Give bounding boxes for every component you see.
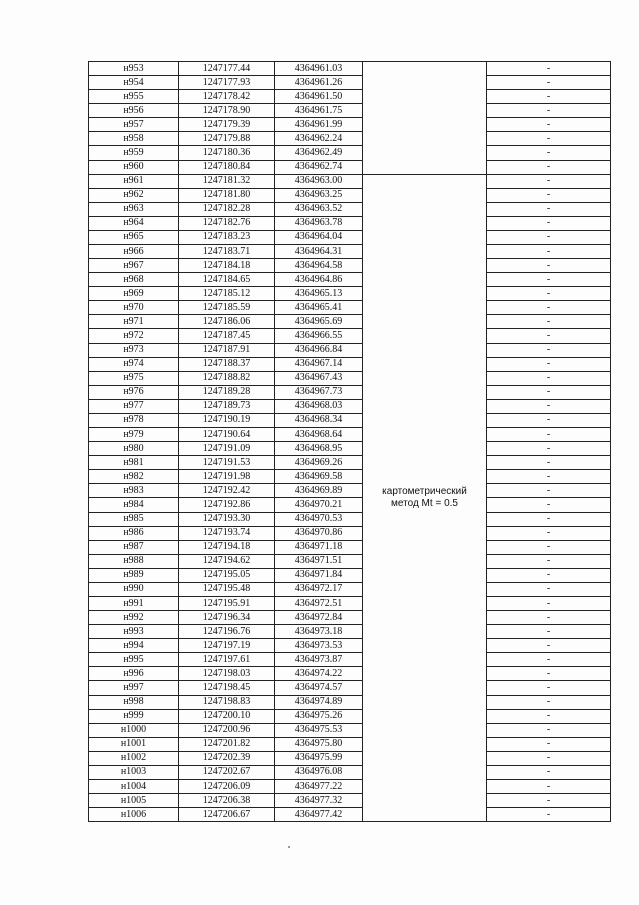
dash-cell: - xyxy=(487,315,611,329)
y-coordinate-cell: 4364973.53 xyxy=(275,639,363,653)
point-cell: н966 xyxy=(89,245,179,259)
table-row xyxy=(89,568,611,582)
table-row xyxy=(89,695,611,709)
x-coordinate-cell: 1247194.18 xyxy=(179,540,275,554)
y-coordinate-cell: 4364968.03 xyxy=(275,399,363,413)
x-coordinate-cell: 1247177.93 xyxy=(179,76,275,90)
dash-cell: - xyxy=(487,470,611,484)
table-row xyxy=(89,737,611,751)
y-coordinate-cell: 4364966.55 xyxy=(275,329,363,343)
y-coordinate-cell: 4364963.52 xyxy=(275,202,363,216)
x-coordinate-cell: 1247196.76 xyxy=(179,625,275,639)
point-cell: н972 xyxy=(89,329,179,343)
dash-cell: - xyxy=(487,596,611,610)
dash-cell: - xyxy=(487,512,611,526)
y-coordinate-cell: 4364972.51 xyxy=(275,596,363,610)
point-cell: н959 xyxy=(89,146,179,160)
x-coordinate-cell: 1247206.09 xyxy=(179,779,275,793)
y-coordinate-cell: 4364974.22 xyxy=(275,667,363,681)
y-coordinate-cell: 4364962.49 xyxy=(275,146,363,160)
y-coordinate-cell: 4364968.34 xyxy=(275,413,363,427)
table-row xyxy=(89,540,611,554)
y-coordinate-cell: 4364967.43 xyxy=(275,371,363,385)
table-row xyxy=(89,442,611,456)
x-coordinate-cell: 1247179.39 xyxy=(179,118,275,132)
dash-cell: - xyxy=(487,695,611,709)
x-coordinate-cell: 1247197.19 xyxy=(179,639,275,653)
x-coordinate-cell: 1247192.86 xyxy=(179,498,275,512)
x-coordinate-cell: 1247206.67 xyxy=(179,808,275,822)
y-coordinate-cell: 4364965.13 xyxy=(275,287,363,301)
y-coordinate-cell: 4364966.84 xyxy=(275,343,363,357)
x-coordinate-cell: 1247195.91 xyxy=(179,596,275,610)
point-cell: н998 xyxy=(89,695,179,709)
dash-cell: - xyxy=(487,554,611,568)
table-row xyxy=(89,287,611,301)
dash-cell: - xyxy=(487,413,611,427)
point-cell: н992 xyxy=(89,611,179,625)
table-row xyxy=(89,765,611,779)
dash-cell: - xyxy=(487,259,611,273)
y-coordinate-cell: 4364968.95 xyxy=(275,442,363,456)
x-coordinate-cell: 1247197.61 xyxy=(179,653,275,667)
point-cell: н1005 xyxy=(89,794,179,808)
point-cell: н973 xyxy=(89,343,179,357)
table-row xyxy=(89,794,611,808)
dash-cell: - xyxy=(487,808,611,822)
dash-cell: - xyxy=(487,385,611,399)
point-cell: н986 xyxy=(89,526,179,540)
point-cell: н955 xyxy=(89,90,179,104)
table-row xyxy=(89,808,611,822)
x-coordinate-cell: 1247178.42 xyxy=(179,90,275,104)
y-coordinate-cell: 4364961.99 xyxy=(275,118,363,132)
table-row xyxy=(89,62,611,76)
point-cell: н970 xyxy=(89,301,179,315)
point-cell: н984 xyxy=(89,498,179,512)
x-coordinate-cell: 1247193.74 xyxy=(179,526,275,540)
x-coordinate-cell: 1247192.42 xyxy=(179,484,275,498)
y-coordinate-cell: 4364963.00 xyxy=(275,174,363,188)
dash-cell: - xyxy=(487,653,611,667)
table-row xyxy=(89,329,611,343)
point-cell: н978 xyxy=(89,413,179,427)
dash-cell: - xyxy=(487,709,611,723)
table-row xyxy=(89,273,611,287)
dash-cell: - xyxy=(487,639,611,653)
table-row xyxy=(89,428,611,442)
y-coordinate-cell: 4364967.14 xyxy=(275,357,363,371)
table-row xyxy=(89,681,611,695)
x-coordinate-cell: 1247193.30 xyxy=(179,512,275,526)
point-cell: н997 xyxy=(89,681,179,695)
dash-cell: - xyxy=(487,216,611,230)
x-coordinate-cell: 1247202.67 xyxy=(179,765,275,779)
point-cell: н1003 xyxy=(89,765,179,779)
table-row xyxy=(89,484,611,498)
dash-cell: - xyxy=(487,104,611,118)
point-cell: н962 xyxy=(89,188,179,202)
table-row xyxy=(89,667,611,681)
x-coordinate-cell: 1247189.73 xyxy=(179,399,275,413)
x-coordinate-cell: 1247201.82 xyxy=(179,737,275,751)
y-coordinate-cell: 4364961.50 xyxy=(275,90,363,104)
y-coordinate-cell: 4364974.57 xyxy=(275,681,363,695)
point-cell: н971 xyxy=(89,315,179,329)
x-coordinate-cell: 1247180.84 xyxy=(179,160,275,174)
x-coordinate-cell: 1247185.12 xyxy=(179,287,275,301)
point-cell: н993 xyxy=(89,625,179,639)
y-coordinate-cell: 4364972.84 xyxy=(275,611,363,625)
scan-speck xyxy=(288,846,290,848)
x-coordinate-cell: 1247181.32 xyxy=(179,174,275,188)
y-coordinate-cell: 4364965.41 xyxy=(275,301,363,315)
table-row xyxy=(89,498,611,512)
x-coordinate-cell: 1247181.80 xyxy=(179,188,275,202)
dash-cell: - xyxy=(487,343,611,357)
y-coordinate-cell: 4364964.58 xyxy=(275,259,363,273)
table-row xyxy=(89,160,611,174)
y-coordinate-cell: 4364971.51 xyxy=(275,554,363,568)
y-coordinate-cell: 4364970.86 xyxy=(275,526,363,540)
x-coordinate-cell: 1247179.88 xyxy=(179,132,275,146)
x-coordinate-cell: 1247202.39 xyxy=(179,751,275,765)
dash-cell: - xyxy=(487,751,611,765)
dash-cell: - xyxy=(487,456,611,470)
dash-cell: - xyxy=(487,329,611,343)
dash-cell: - xyxy=(487,160,611,174)
x-coordinate-cell: 1247188.37 xyxy=(179,357,275,371)
point-cell: н977 xyxy=(89,399,179,413)
point-cell: н969 xyxy=(89,287,179,301)
point-cell: н996 xyxy=(89,667,179,681)
table-row xyxy=(89,596,611,610)
table-row xyxy=(89,343,611,357)
table-row xyxy=(89,118,611,132)
x-coordinate-cell: 1247189.28 xyxy=(179,385,275,399)
x-coordinate-cell: 1247191.53 xyxy=(179,456,275,470)
dash-cell: - xyxy=(487,62,611,76)
point-cell: н999 xyxy=(89,709,179,723)
point-cell: н976 xyxy=(89,385,179,399)
dash-cell: - xyxy=(487,273,611,287)
x-coordinate-cell: 1247200.96 xyxy=(179,723,275,737)
y-coordinate-cell: 4364962.24 xyxy=(275,132,363,146)
table-row xyxy=(89,202,611,216)
point-cell: н987 xyxy=(89,540,179,554)
point-cell: н965 xyxy=(89,230,179,244)
point-cell: н983 xyxy=(89,484,179,498)
dash-cell: - xyxy=(487,498,611,512)
table-row xyxy=(89,582,611,596)
x-coordinate-cell: 1247195.48 xyxy=(179,582,275,596)
coordinates-table xyxy=(88,61,611,822)
x-coordinate-cell: 1247184.65 xyxy=(179,273,275,287)
table-row xyxy=(89,259,611,273)
table-row xyxy=(89,315,611,329)
table-row xyxy=(89,639,611,653)
table-row xyxy=(89,76,611,90)
method-name: картометрический xyxy=(382,485,467,497)
dash-cell: - xyxy=(487,357,611,371)
x-coordinate-cell: 1247183.23 xyxy=(179,230,275,244)
table-row xyxy=(89,90,611,104)
x-coordinate-cell: 1247187.91 xyxy=(179,343,275,357)
y-coordinate-cell: 4364969.58 xyxy=(275,470,363,484)
dash-cell: - xyxy=(487,132,611,146)
point-cell: н988 xyxy=(89,554,179,568)
point-cell: н963 xyxy=(89,202,179,216)
point-cell: н995 xyxy=(89,653,179,667)
y-coordinate-cell: 4364965.69 xyxy=(275,315,363,329)
table-row xyxy=(89,723,611,737)
table-row xyxy=(89,174,611,188)
dash-cell: - xyxy=(487,779,611,793)
dash-cell: - xyxy=(487,76,611,90)
point-cell: н953 xyxy=(89,62,179,76)
point-cell: н1000 xyxy=(89,723,179,737)
y-coordinate-cell: 4364971.84 xyxy=(275,568,363,582)
x-coordinate-cell: 1247183.71 xyxy=(179,245,275,259)
y-coordinate-cell: 4364976.08 xyxy=(275,765,363,779)
dash-cell: - xyxy=(487,681,611,695)
point-cell: н968 xyxy=(89,273,179,287)
y-coordinate-cell: 4364972.17 xyxy=(275,582,363,596)
dash-cell: - xyxy=(487,118,611,132)
y-coordinate-cell: 4364971.18 xyxy=(275,540,363,554)
point-cell: н957 xyxy=(89,118,179,132)
point-cell: н1002 xyxy=(89,751,179,765)
dash-cell: - xyxy=(487,582,611,596)
point-cell: н989 xyxy=(89,568,179,582)
table-row xyxy=(89,751,611,765)
x-coordinate-cell: 1247177.44 xyxy=(179,62,275,76)
x-coordinate-cell: 1247188.82 xyxy=(179,371,275,385)
y-coordinate-cell: 4364968.64 xyxy=(275,428,363,442)
dash-cell: - xyxy=(487,526,611,540)
dash-cell: - xyxy=(487,90,611,104)
x-coordinate-cell: 1247184.18 xyxy=(179,259,275,273)
y-coordinate-cell: 4364975.53 xyxy=(275,723,363,737)
point-cell: н964 xyxy=(89,216,179,230)
y-coordinate-cell: 4364961.03 xyxy=(275,62,363,76)
y-coordinate-cell: 4364969.26 xyxy=(275,456,363,470)
point-cell: н994 xyxy=(89,639,179,653)
dash-cell: - xyxy=(487,765,611,779)
table-row xyxy=(89,371,611,385)
x-coordinate-cell: 1247187.45 xyxy=(179,329,275,343)
y-coordinate-cell: 4364977.42 xyxy=(275,808,363,822)
dash-cell: - xyxy=(487,371,611,385)
x-coordinate-cell: 1247182.28 xyxy=(179,202,275,216)
dash-cell: - xyxy=(487,625,611,639)
x-coordinate-cell: 1247178.90 xyxy=(179,104,275,118)
dash-cell: - xyxy=(487,540,611,554)
dash-cell: - xyxy=(487,146,611,160)
x-coordinate-cell: 1247198.83 xyxy=(179,695,275,709)
table-row xyxy=(89,357,611,371)
table-row xyxy=(89,554,611,568)
dash-cell: - xyxy=(487,667,611,681)
table-row xyxy=(89,188,611,202)
table-row xyxy=(89,230,611,244)
y-coordinate-cell: 4364963.25 xyxy=(275,188,363,202)
dash-cell: - xyxy=(487,611,611,625)
x-coordinate-cell: 1247206.38 xyxy=(179,794,275,808)
y-coordinate-cell: 4364975.26 xyxy=(275,709,363,723)
table-row xyxy=(89,625,611,639)
y-coordinate-cell: 4364973.18 xyxy=(275,625,363,639)
method-accuracy: метод Mt = 0.5 xyxy=(391,497,458,509)
point-cell: н980 xyxy=(89,442,179,456)
table-row xyxy=(89,245,611,259)
point-cell: н981 xyxy=(89,456,179,470)
y-coordinate-cell: 4364977.22 xyxy=(275,779,363,793)
dash-cell: - xyxy=(487,428,611,442)
point-cell: н956 xyxy=(89,104,179,118)
dash-cell: - xyxy=(487,723,611,737)
point-cell: н975 xyxy=(89,371,179,385)
point-cell: н979 xyxy=(89,428,179,442)
point-cell: н958 xyxy=(89,132,179,146)
table-row xyxy=(89,132,611,146)
point-cell: н954 xyxy=(89,76,179,90)
table-row xyxy=(89,301,611,315)
table-row xyxy=(89,653,611,667)
point-cell: н982 xyxy=(89,470,179,484)
coordinates-table-body xyxy=(89,62,611,822)
y-coordinate-cell: 4364970.53 xyxy=(275,512,363,526)
x-coordinate-cell: 1247195.05 xyxy=(179,568,275,582)
table-row xyxy=(89,399,611,413)
x-coordinate-cell: 1247190.19 xyxy=(179,413,275,427)
x-coordinate-cell: 1247180.36 xyxy=(179,146,275,160)
x-coordinate-cell: 1247191.09 xyxy=(179,442,275,456)
y-coordinate-cell: 4364969.89 xyxy=(275,484,363,498)
dash-cell: - xyxy=(487,174,611,188)
y-coordinate-cell: 4364975.99 xyxy=(275,751,363,765)
x-coordinate-cell: 1247200.10 xyxy=(179,709,275,723)
y-coordinate-cell: 4364962.74 xyxy=(275,160,363,174)
point-cell: н990 xyxy=(89,582,179,596)
x-coordinate-cell: 1247186.06 xyxy=(179,315,275,329)
x-coordinate-cell: 1247182.76 xyxy=(179,216,275,230)
point-cell: н991 xyxy=(89,596,179,610)
table-row xyxy=(89,456,611,470)
point-cell: н967 xyxy=(89,259,179,273)
point-cell: н985 xyxy=(89,512,179,526)
table-row xyxy=(89,709,611,723)
dash-cell: - xyxy=(487,794,611,808)
table-row xyxy=(89,216,611,230)
table-row xyxy=(89,611,611,625)
x-coordinate-cell: 1247191.98 xyxy=(179,470,275,484)
dash-cell: - xyxy=(487,737,611,751)
x-coordinate-cell: 1247194.62 xyxy=(179,554,275,568)
x-coordinate-cell: 1247196.34 xyxy=(179,611,275,625)
point-cell: н974 xyxy=(89,357,179,371)
point-cell: н960 xyxy=(89,160,179,174)
y-coordinate-cell: 4364963.78 xyxy=(275,216,363,230)
dash-cell: - xyxy=(487,188,611,202)
y-coordinate-cell: 4364964.31 xyxy=(275,245,363,259)
y-coordinate-cell: 4364967.73 xyxy=(275,385,363,399)
table-row xyxy=(89,526,611,540)
y-coordinate-cell: 4364973.87 xyxy=(275,653,363,667)
y-coordinate-cell: 4364975.80 xyxy=(275,737,363,751)
dash-cell: - xyxy=(487,287,611,301)
table-row xyxy=(89,385,611,399)
point-cell: н1004 xyxy=(89,779,179,793)
table-row xyxy=(89,413,611,427)
dash-cell: - xyxy=(487,230,611,244)
y-coordinate-cell: 4364961.26 xyxy=(275,76,363,90)
x-coordinate-cell: 1247198.03 xyxy=(179,667,275,681)
y-coordinate-cell: 4364964.04 xyxy=(275,230,363,244)
dash-cell: - xyxy=(487,484,611,498)
point-cell: н1006 xyxy=(89,808,179,822)
dash-cell: - xyxy=(487,202,611,216)
y-coordinate-cell: 4364964.86 xyxy=(275,273,363,287)
y-coordinate-cell: 4364977.32 xyxy=(275,794,363,808)
dash-cell: - xyxy=(487,568,611,582)
dash-cell: - xyxy=(487,245,611,259)
point-cell: н1001 xyxy=(89,737,179,751)
y-coordinate-cell: 4364970.21 xyxy=(275,498,363,512)
y-coordinate-cell: 4364974.89 xyxy=(275,695,363,709)
x-coordinate-cell: 1247185.59 xyxy=(179,301,275,315)
method-cell-empty xyxy=(363,62,487,175)
table-row xyxy=(89,104,611,118)
point-cell: н961 xyxy=(89,174,179,188)
table-row xyxy=(89,146,611,160)
table-row xyxy=(89,512,611,526)
x-coordinate-cell: 1247198.45 xyxy=(179,681,275,695)
dash-cell: - xyxy=(487,399,611,413)
dash-cell: - xyxy=(487,442,611,456)
dash-cell: - xyxy=(487,301,611,315)
x-coordinate-cell: 1247190.64 xyxy=(179,428,275,442)
table-row xyxy=(89,470,611,484)
table-row xyxy=(89,779,611,793)
y-coordinate-cell: 4364961.75 xyxy=(275,104,363,118)
method-cell xyxy=(363,174,487,822)
